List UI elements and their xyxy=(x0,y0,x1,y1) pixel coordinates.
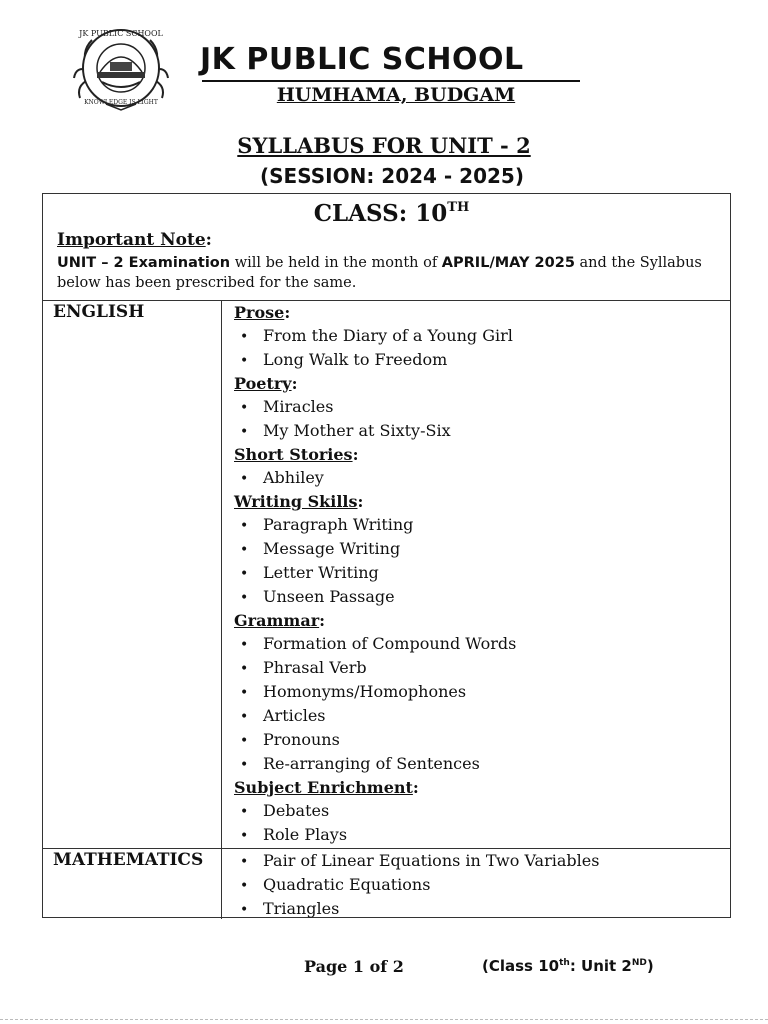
bullet-icon: • xyxy=(240,329,249,345)
english-content xyxy=(234,301,516,847)
section-heading xyxy=(234,490,516,513)
list-item xyxy=(234,513,516,537)
list-item-text: Debates xyxy=(263,801,330,820)
class-suffix: TH xyxy=(447,200,470,215)
list-item xyxy=(234,873,599,897)
important-note-heading xyxy=(57,230,212,250)
school-location: HUMHAMA, BUDGAM xyxy=(276,84,516,106)
syllabus-title: SYLLABUS FOR UNIT - 2 xyxy=(237,133,531,158)
list-item xyxy=(234,799,516,823)
list-item xyxy=(234,849,599,873)
bullet-icon: • xyxy=(240,542,249,558)
subject-english: ENGLISH xyxy=(53,302,145,322)
header-divider xyxy=(202,80,580,82)
bullet-icon: • xyxy=(240,661,249,677)
bullet-icon: • xyxy=(240,902,249,918)
section-heading-colon: : xyxy=(412,778,419,797)
list-item xyxy=(234,728,516,752)
section-heading-text: Subject Enrichment xyxy=(234,778,413,797)
bullet-icon: • xyxy=(240,590,249,606)
list-item-text: Long Walk to Freedom xyxy=(263,350,448,369)
list-item xyxy=(234,419,516,443)
mathematics-content xyxy=(234,849,599,921)
bullet-icon: • xyxy=(240,637,249,653)
class-label: CLASS: 10 xyxy=(313,200,448,227)
list-item xyxy=(234,348,516,372)
footer-class-sup: th xyxy=(559,958,570,968)
list-item-text: Unseen Passage xyxy=(263,587,395,606)
list-item xyxy=(234,752,516,776)
bullet-icon: • xyxy=(240,804,249,820)
list-item xyxy=(234,324,516,348)
bullet-icon: • xyxy=(240,566,249,582)
bullet-icon: • xyxy=(240,685,249,701)
list-item-text: Miracles xyxy=(263,397,334,416)
list-item-text: Pair of Linear Equations in Two Variables xyxy=(263,851,600,870)
important-note-text xyxy=(57,253,717,293)
list-item xyxy=(234,897,599,921)
footer-class-end: ) xyxy=(646,957,654,975)
list-item-text: Message Writing xyxy=(263,539,401,558)
section-heading xyxy=(234,372,516,395)
session-label: (SESSION: 2024 - 2025) xyxy=(260,164,524,188)
section-heading xyxy=(234,609,516,632)
note-bold-unit: UNIT – 2 Examination xyxy=(57,255,231,271)
section-heading-colon: : xyxy=(357,492,364,511)
list-item-text: Articles xyxy=(263,706,326,725)
list-item-text: Letter Writing xyxy=(263,563,379,582)
syllabus-table xyxy=(42,193,731,918)
subject-mathematics: MATHEMATICS xyxy=(53,850,204,870)
bullet-icon: • xyxy=(240,471,249,487)
section-heading xyxy=(234,443,516,466)
section-heading-text: Writing Skills xyxy=(234,492,358,511)
list-item-text: Pronouns xyxy=(263,730,340,749)
logo-ring-text-bottom: KNOWLEDGE IS LIGHT xyxy=(84,99,158,106)
list-item-text: Paragraph Writing xyxy=(263,515,414,534)
list-item-text: Abhiley xyxy=(263,468,324,487)
note-heading-colon: : xyxy=(205,230,212,250)
list-item xyxy=(234,632,516,656)
bullet-icon: • xyxy=(240,353,249,369)
bullet-icon: • xyxy=(240,828,249,844)
bullet-icon: • xyxy=(240,854,249,870)
footer-class-unit xyxy=(482,957,654,975)
section-heading-colon: : xyxy=(291,374,298,393)
list-item xyxy=(234,585,516,609)
section-heading-text: Grammar xyxy=(234,611,320,630)
logo-ring-text-top: JK PUBLIC SCHOOL xyxy=(79,29,163,38)
column-divider xyxy=(221,300,222,919)
section-heading-text: Prose xyxy=(234,303,285,322)
list-item-text: Triangles xyxy=(263,899,340,918)
list-item xyxy=(234,537,516,561)
scan-edge-line xyxy=(0,1019,768,1020)
note-bold-month: APRIL/MAY 2025 xyxy=(441,255,575,271)
section-heading xyxy=(234,776,516,799)
footer-class-prefix: (Class 10 xyxy=(482,957,560,975)
list-item xyxy=(234,561,516,585)
class-title xyxy=(43,200,730,227)
section-heading-text: Short Stories xyxy=(234,445,353,464)
page-number: Page 1 of 2 xyxy=(304,957,404,976)
section-heading-text: Poetry xyxy=(234,374,292,393)
list-item-text: Re-arranging of Sentences xyxy=(263,754,480,773)
bullet-icon: • xyxy=(240,709,249,725)
footer-class-mid: : Unit 2 xyxy=(569,957,632,975)
list-item xyxy=(234,466,516,490)
list-item-text: Phrasal Verb xyxy=(263,658,367,677)
footer-unit-sup: ND xyxy=(631,958,647,968)
list-item xyxy=(234,704,516,728)
list-item xyxy=(234,395,516,419)
list-item-text: From the Diary of a Young Girl xyxy=(263,326,513,345)
bullet-icon: • xyxy=(240,757,249,773)
bullet-icon: • xyxy=(240,424,249,440)
section-heading-colon: : xyxy=(319,611,326,630)
bullet-icon: • xyxy=(240,518,249,534)
school-name: JK PUBLIC SCHOOL xyxy=(200,42,524,77)
list-item-text: Role Plays xyxy=(263,825,348,844)
section-heading xyxy=(234,301,516,324)
list-item-text: Formation of Compound Words xyxy=(263,634,517,653)
list-item xyxy=(234,656,516,680)
list-item-text: Quadratic Equations xyxy=(263,875,431,894)
list-item xyxy=(234,823,516,847)
bullet-icon: • xyxy=(240,400,249,416)
section-heading-colon: : xyxy=(284,303,291,322)
note-heading-text: Important Note xyxy=(57,230,206,250)
note-text-1: will be held in the month of xyxy=(230,255,442,271)
section-heading-colon: : xyxy=(352,445,359,464)
list-item xyxy=(234,680,516,704)
list-item-text: My Mother at Sixty-Six xyxy=(263,421,451,440)
bullet-icon: • xyxy=(240,733,249,749)
bullet-icon: • xyxy=(240,878,249,894)
list-item-text: Homonyms/Homophones xyxy=(263,682,467,701)
note-text-2: and the Syllabus below has been prescribed for the same. xyxy=(57,255,702,291)
